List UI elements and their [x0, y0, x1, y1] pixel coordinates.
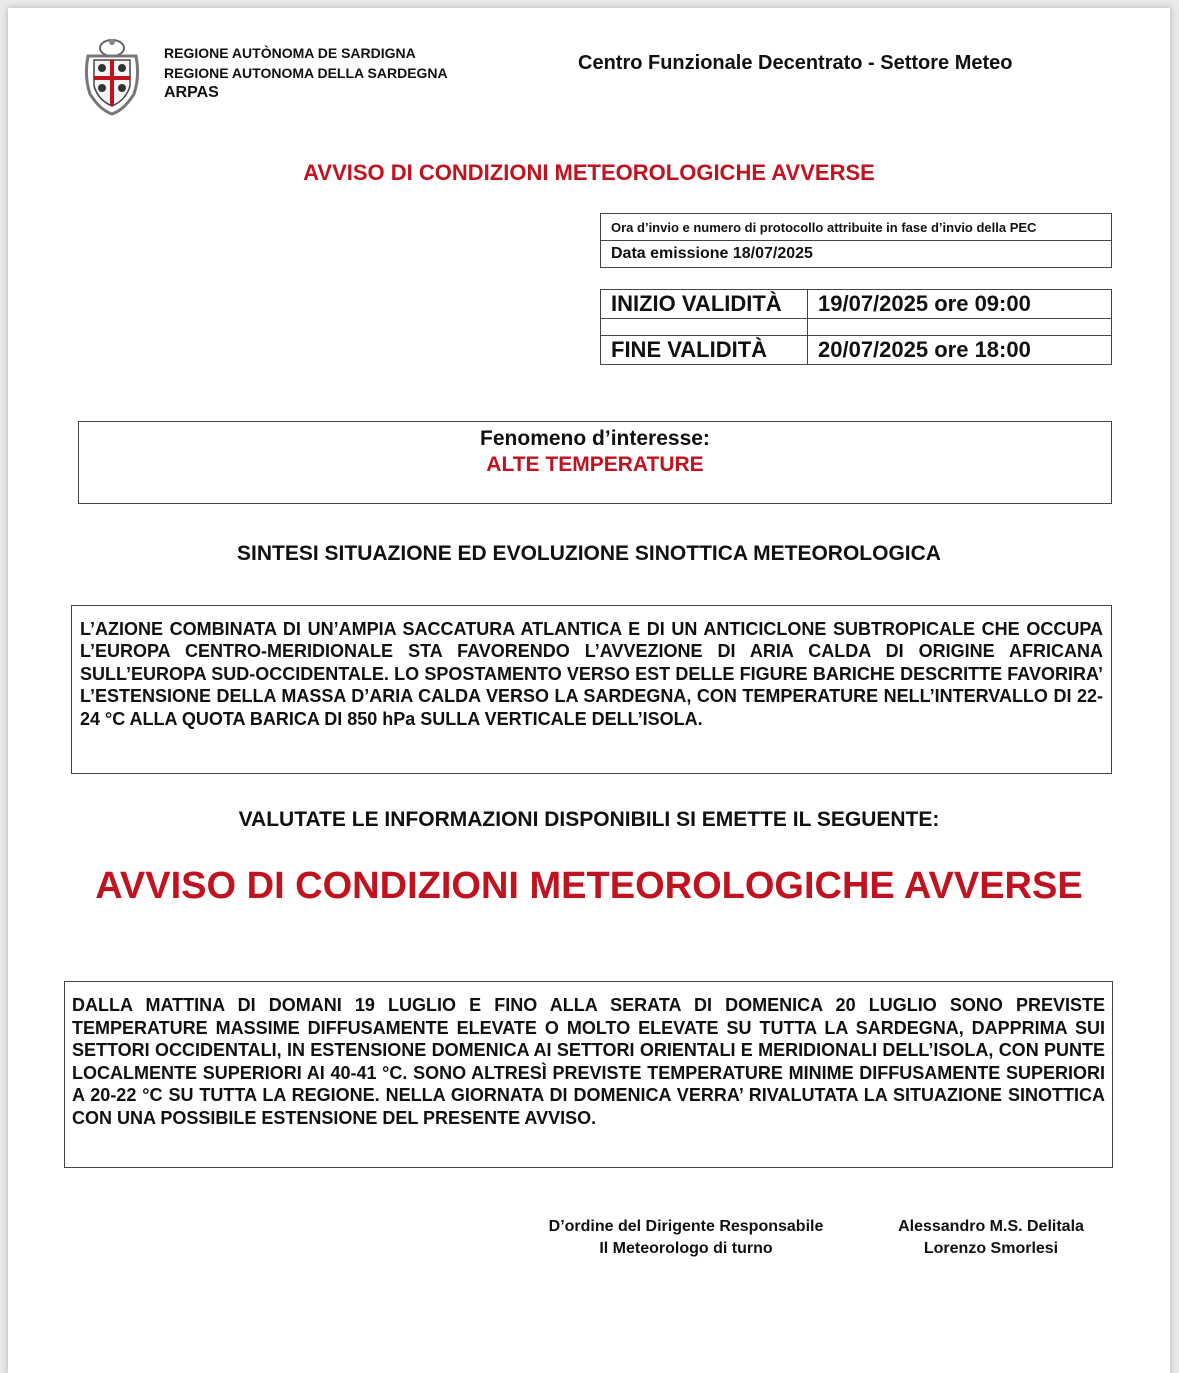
signature-role-line2: Il Meteorologo di turno [599, 1240, 773, 1257]
signature-role-line1: D’ordine del Dirigente Responsabile [548, 1218, 824, 1235]
evaluation-heading: VALUTATE LE INFORMAZIONI DISPONIBILI SI EMETTE IL SEGUENTE: [238, 808, 940, 831]
validity-end-label: FINE VALIDITÀ [601, 336, 808, 365]
phenomenon-label: Fenomeno d’interesse: [480, 427, 710, 450]
document-page [8, 8, 1170, 1373]
synopsis-text: L’AZIONE COMBINATA DI UN’AMPIA SACCATURA ATLANTICA E DI UN ANTICICLONE SUBTROPICALE CHE OCCUPA L’EUROPA CENTRO-MERIDIONALE STA FAVORENDO L’AVVEZIONE DI ARIA CALDA DI ORIGINE AFRICANA SULL’EUROPA SUD-OCCIDENTALE. LO SPOSTAMENTO VERSO EST DELLE FIGURE BARICHE DESCRITTE FAVORIRA’ L’ESTENSIONE DELLA MASSA D’ARIA CALDA VERSO LA SARDEGNA, CON TEMPERATURE NELL’INTERVALLO DI 22-24 °C ALLA QUOTA BARICA DI 850 hPa SULLA VERTICALE DELL’ISOLA. [71, 605, 1112, 774]
validity-start-value: 19/07/2025 ore 09:00 [808, 290, 1112, 319]
signature-name-1: Alessandro M.S. Delitala [898, 1218, 1084, 1235]
notice-big-title: AVVISO DI CONDIZIONI METEOROLOGICHE AVVERSE [95, 865, 1083, 907]
signature-name-2: Lorenzo Smorlesi [923, 1240, 1059, 1257]
protocol-table [600, 213, 1112, 268]
phenomenon-box [78, 421, 1112, 504]
signature-role [528, 1216, 844, 1260]
center-title: Centro Funzionale Decentrato - Settore Meteo [578, 52, 1013, 74]
signature-names [878, 1216, 1104, 1260]
protocol-note: Ora d’invio e numero di protocollo attribuite in fase d’invio della PEC [601, 214, 1112, 241]
notice-title: AVVISO DI CONDIZIONI METEOROLOGICHE AVVERSE [303, 160, 875, 185]
sardinia-coat-of-arms-icon [80, 36, 144, 116]
region-line-sardinian: REGIONE AUTÒNOMA DE SARDIGNA [164, 45, 416, 61]
validity-end-value: 20/07/2025 ore 18:00 [808, 336, 1112, 365]
agency-name: ARPAS [164, 84, 219, 101]
phenomenon-value: ALTE TEMPERATURE [486, 453, 704, 476]
synopsis-heading: SINTESI SITUAZIONE ED EVOLUZIONE SINOTTICA METEOROLOGICA [237, 542, 941, 565]
region-line-italian: REGIONE AUTONOMA DELLA SARDEGNA [164, 65, 448, 81]
validity-start-label: INIZIO VALIDITÀ [601, 290, 808, 319]
region-header [164, 43, 448, 103]
forecast-text: DALLA MATTINA DI DOMANI 19 LUGLIO E FINO ALLA SERATA DI DOMENICA 20 LUGLIO SONO PREVISTE TEMPERATURE MASSIME DIFFUSAMENTE ELEVATE O MOLTO ELEVATE SU TUTTA LA SARDEGNA, DAPPRIMA SUI SETTORI OCCIDENTALI, IN ESTENSIONE DOMENICA AI SETTORI ORIENTALI E MERIDIONALI DELL’ISOLA, CON PUNTE LOCALMENTE SUPERIORI AI 40-41 °C. SONO ALTRESÌ PREVISTE TEMPERATURE MINIME DIFFUSAMENTE SUPERIORI A 20-22 °C SU TUTTA LA REGIONE. NELLA GIORNATA DI DOMENICA VERRA’ RIVALUTATA LA SITUAZIONE SINOTTICA CON UNA POSSIBILE ESTENSIONE DEL PRESENTE AVVISO. [64, 981, 1113, 1168]
validity-table [600, 289, 1112, 365]
emission-date: Data emissione 18/07/2025 [601, 241, 1112, 268]
